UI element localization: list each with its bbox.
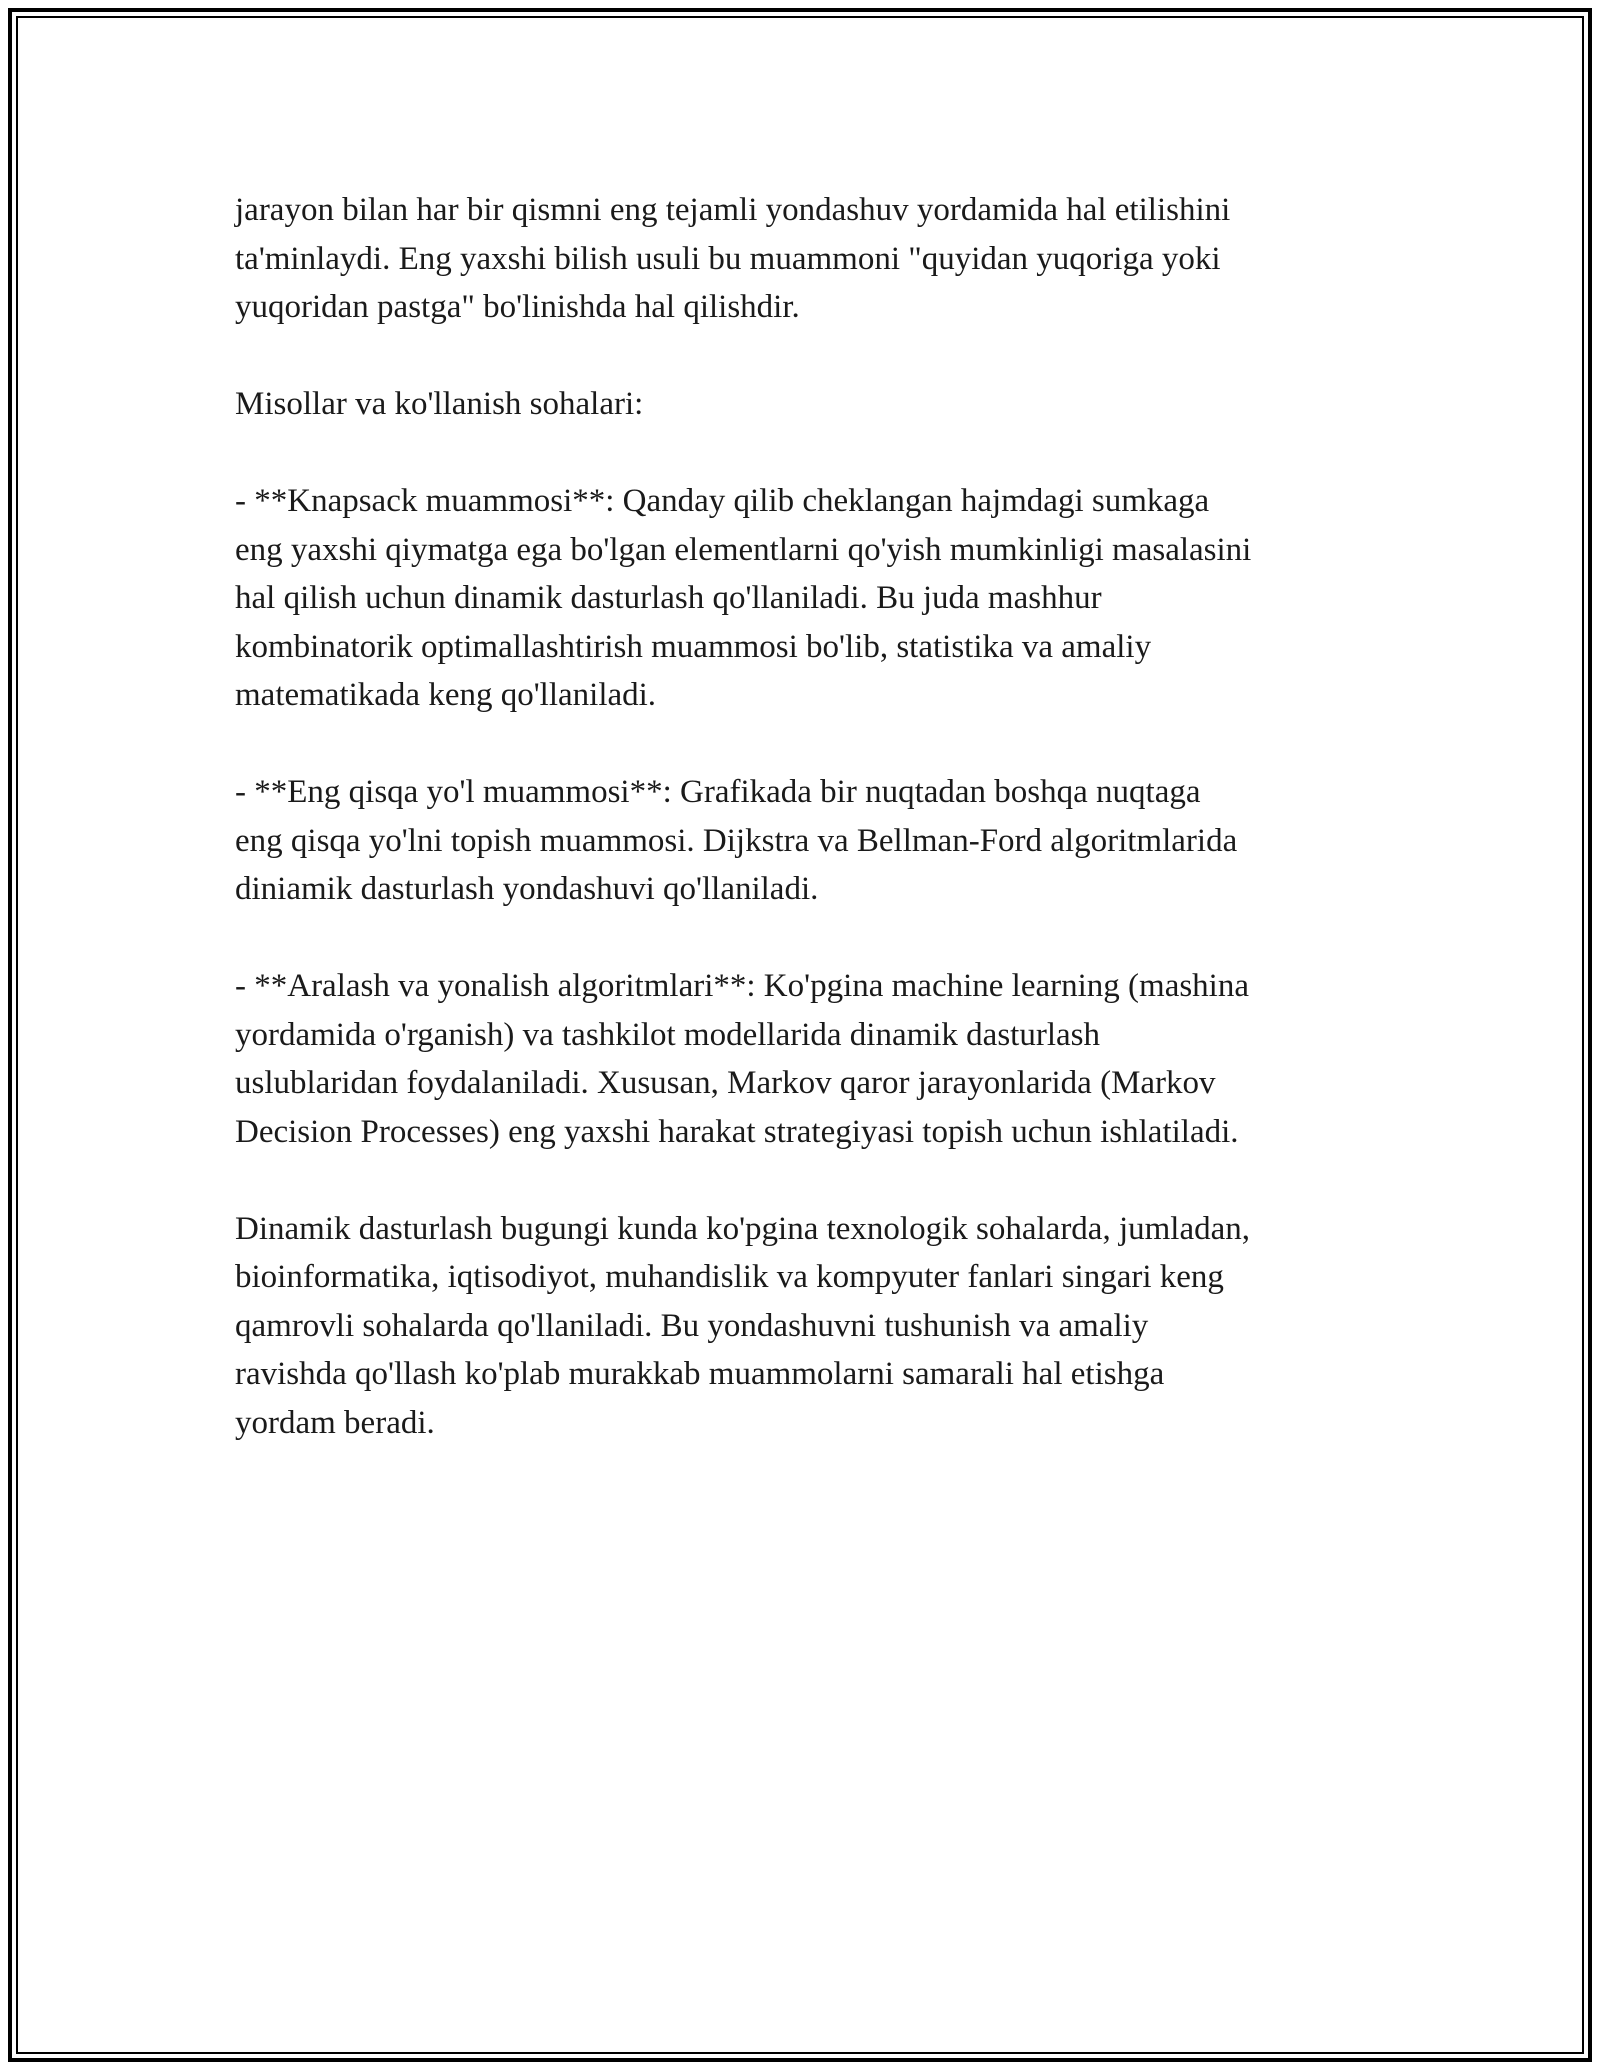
paragraph-gap [235,1156,1385,1205]
list-item-knapsack: - **Knapsack muammosi**: Qanday qilib cheklangan hajmdagi sumkaga eng yaxshi qiymatga ega bo'lgan elementlarni qo'yish mumkinligi masalasini hal qilish uchun dinamik dasturlash qo'llaniladi. Bu juda mashhur kombinatorik optimallashtirish muammosi bo'lib, statistika va amaliy matematikada keng qo'llaniladi. [235,483,1252,713]
section-heading: Misollar va ko'llanish sohalari: [235,386,644,422]
paragraph-gap [235,720,1385,769]
paragraph-gap [235,332,1385,381]
list-item-algorithms: - **Aralash va yonalish algoritmlari**: Ko'pgina machine learning (mashina yordamida o'rganish) va tashkilot modellarida dinamik dasturlash uslublaridan foydalaniladi. Xususan, Markov qaror jarayonlarida (Markov Decision Processes) eng yaxshi harakat strategiyasi topish uchun ishlatiladi. [235,968,1249,1150]
paragraph-gap [235,429,1385,478]
paragraph-intro: jarayon bilan har bir qismni eng tejamli yondashuv yordamida hal etilishini ta'minlaydi. Eng yaxshi bilish usuli bu muammoni "quyidan yuqoriga yoki yuqoridan pastga" bo'linishda hal qilishdir. [235,192,1231,325]
paragraph-conclusion: Dinamik dasturlash bugungi kunda ko'pgina texnologik sohalarda, jumladan, bioinformatika, iqtisodiyot, muhandislik va kompyuter fanlari singari keng qamrovli sohalarda qo'llaniladi. Bu yondashuvni tushunish va amaliy ravishda qo'llash ko'plab murakkab muammolarni samarali hal etishga yordam beradi. [235,1210,1251,1441]
list-item-shortest-path: - **Eng qisqa yo'l muammosi**: Grafikada bir nuqtadan boshqa nuqtaga eng qisqa yo'lni topish muammosi. Dijkstra va Bellman-Ford algoritmlarida diniamik dasturlash yondashuvi qo'llaniladi. [235,774,1238,907]
paragraph-gap [235,914,1385,963]
document-body [235,186,1385,1447]
